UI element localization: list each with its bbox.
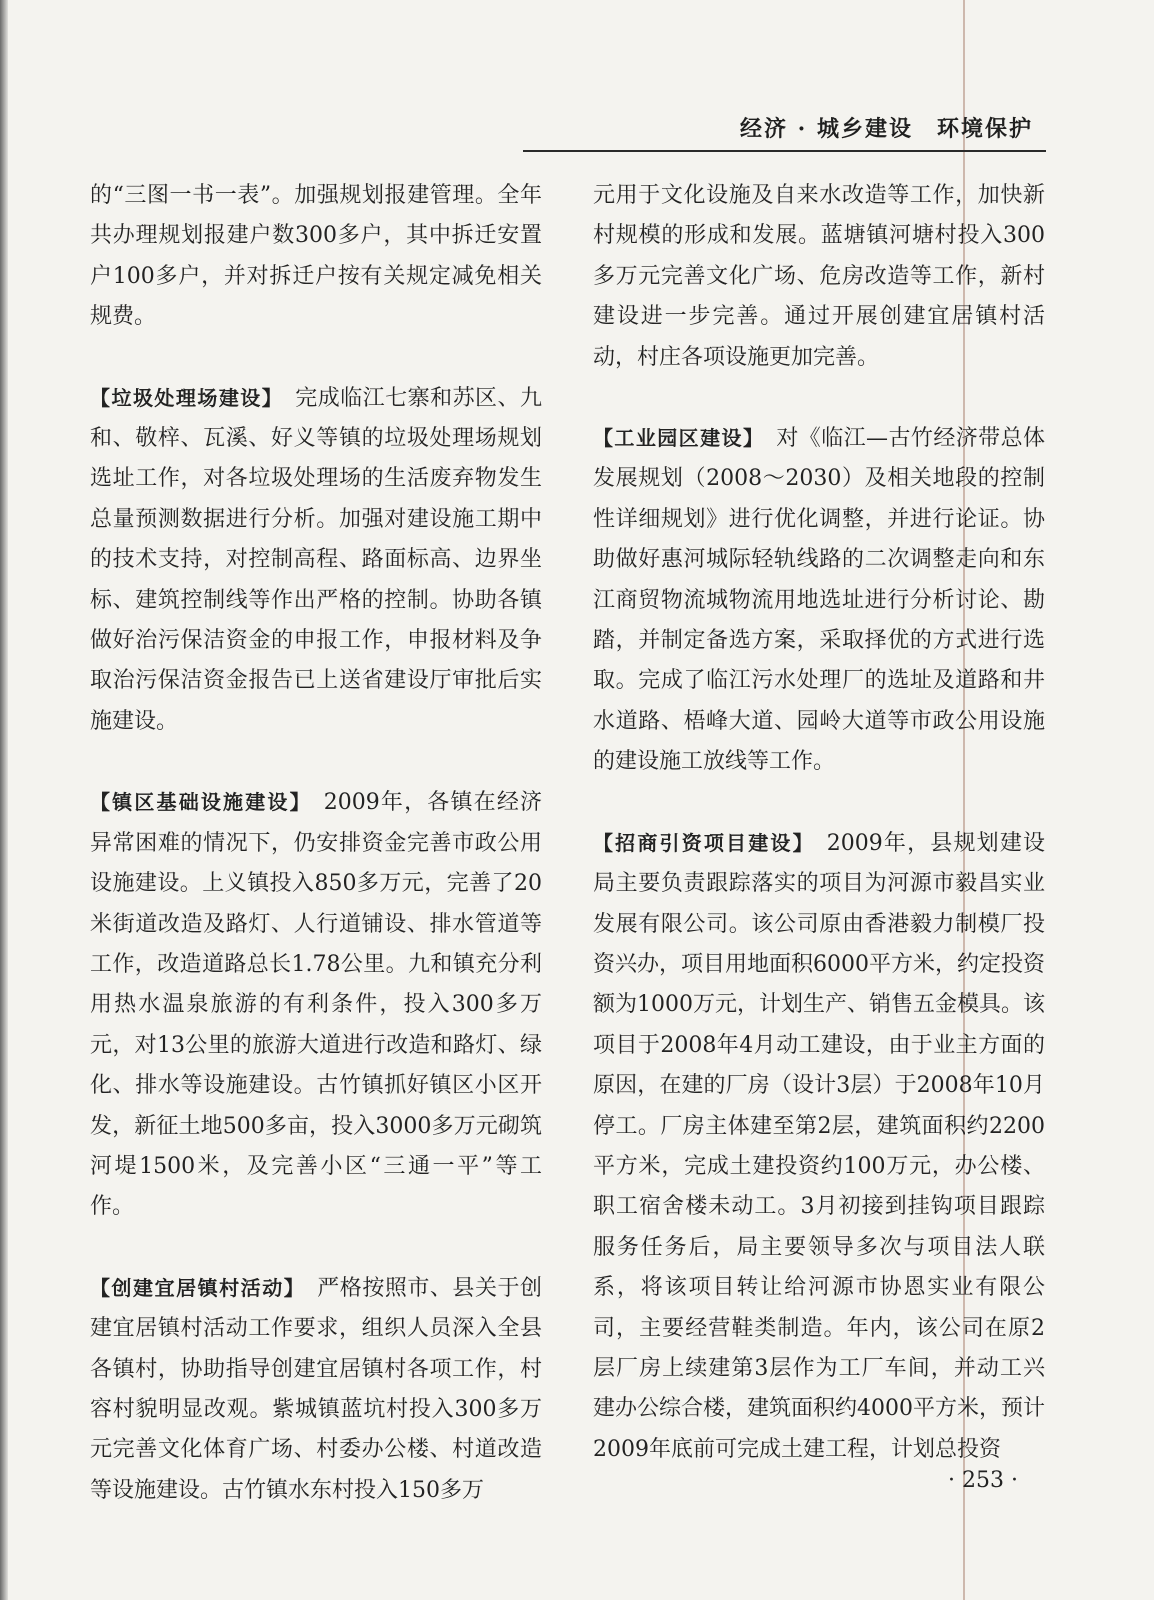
page-edge-shadow [0,0,8,1600]
right-para-continued: 元用于文化设施及自来水改造等工作，加快新村规模的形成和发展。蓝塘镇河塘村投入300多万元完善文化广场、危房改造等工作，新村建设进一步完善。通过开展创建宜居镇村活动，村庄各项设施更加完善。 [593,183,1045,370]
section-body: 严格按照市、县关于创建宜居镇村活动工作要求，组织人员深入全县各镇村，协助指导创建宜居镇村各项工作，村容村貌明显改观。紫城镇蓝坑村投入300多万元完善文化体育广场、村委办公楼、村道改造等设施建设。古竹镇水东村投入150多万 [90,1275,542,1503]
section-title: 【创建宜居镇村活动】 [90,1275,306,1300]
left-para-continued: 的“三图一书一表”。加强规划报建管理。全年共办理规划报建户数300多户，其中拆迁安置户100多户，并对拆迁户按有关规定减免相关规费。 [90,183,542,330]
section-livable-towns [90,1268,542,1511]
page-number: · 253 · [948,1468,1018,1493]
left-column [90,176,542,1551]
section-body: 完成临江七寨和苏区、九和、敬梓、瓦溪、好义等镇的垃圾处理场规划选址工作，对各垃圾处理场的生活废弃物发生总量预测数据进行分析。加强对建设施工期中的技术支持，对控制高程、路面标高、边界坐标、建筑控制线等作出严格的控制。协助各镇做好治污保洁资金的申报工作，申报材料及争取治污保洁资金报告已上送省建设厅审批后实施建设。 [90,385,542,734]
section-body: 对《临江—古竹经济带总体发展规划（2008～2030）及相关地段的控制性详细规划》进行优化调整，并进行论证。协助做好惠河城际轻轨线路的二次调整走向和东江商贸物流城物流用地选址进行分析讨论、勘踏，并制定备选方案，采取择优的方式进行选取。完成了临江污水处理厂的选址及道路和井水道路、梧峰大道、园岭大道等市政公用设施的建设施工放线等工作。 [593,426,1045,775]
section-title: 【招商引资项目建设】 [593,830,815,855]
header-rule [523,150,1046,152]
section-investment-project [593,823,1045,1471]
section-town-infrastructure [90,782,542,1227]
section-garbage-plant [90,378,542,743]
section-title: 【工业园区建设】 [593,426,765,451]
section-body: 2009年，县规划建设局主要负责跟踪落实的项目为河源市毅昌实业发展有限公司。该公司原由香港毅力制模厂投资兴办，项目用地面积6000平方米，约定投资额为1000万元，计划生产、销售五金模具。该项目于2008年4月动工建设，由于业主方面的原因，在建的厂房（设计3层）于2008年10月停工。厂房主体建至第2层，建筑面积约2200平方米，完成土建投资约100万元，办公楼、职工宿舍楼未动工。3月初接到挂钩项目跟踪服务任务后，局主要领导多次与项目法人联系，将该项目转让给河源市协恩实业有限公司，主要经营鞋类制造。年内，该公司在原2层厂房上续建第3层作为工厂车间，并动工兴建办公综合楼，建筑面积约4000平方米，预计2009年底前可完成土建工程，计划总投资 [593,830,1045,1462]
section-title: 【镇区基础设施建设】 [90,790,312,815]
right-column [593,176,1045,1510]
section-body: 2009年，各镇在经济异常困难的情况下，仍安排资金完善市政公用设施建设。上义镇投入850多万元，完善了20米街道改造及路灯、人行道铺设、排水管道等工作，改造道路总长1.78公里。九和镇充分利用热水温泉旅游的有利条件，投入300多万元，对13公里的旅游大道进行改造和路灯、绿化、排水等设施建设。古竹镇抓好镇区小区开发，新征土地500多亩，投入3000多万元砌筑河堤1500米，及完善小区“三通一平”等工作。 [90,790,542,1220]
running-header: 经济 · 城乡建设 环境保护 [740,116,1033,142]
section-title: 【垃圾处理场建设】 [90,385,284,410]
section-industrial-park [593,418,1045,783]
